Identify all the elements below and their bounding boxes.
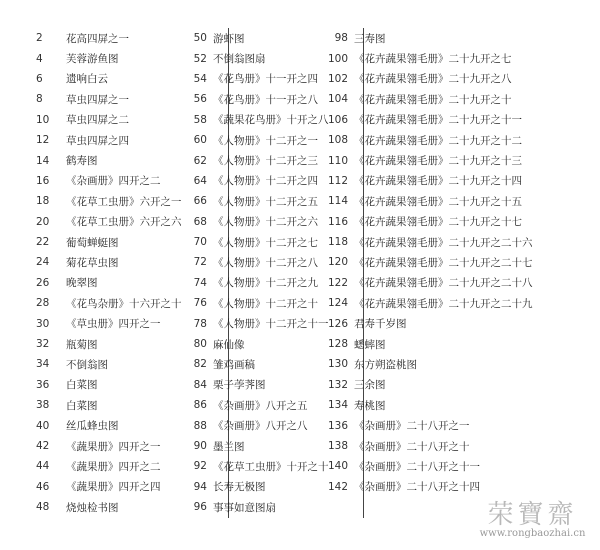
- page-number: 74: [193, 276, 207, 289]
- entry-title: 《杂画册》二十八开之十四: [354, 481, 480, 494]
- entry-title: 《人物册》十二开之五: [213, 195, 318, 208]
- page-number: 114: [327, 195, 348, 208]
- page-number: 18: [36, 195, 50, 208]
- page-number: 102: [327, 72, 348, 85]
- page-number: 126: [327, 317, 348, 330]
- page-number: 42: [36, 440, 50, 452]
- page-number: 38: [36, 399, 50, 412]
- page-number: 26: [36, 276, 50, 289]
- entry-title: 事事如意图扇: [213, 501, 276, 514]
- entry-title: 不倒翁图扇: [213, 53, 266, 66]
- index-entry: [327, 89, 589, 109]
- entry-title: 三余图: [354, 379, 386, 392]
- entry-title: 《人物册》十二开之三: [213, 155, 318, 168]
- entry-title: 草虫四屏之四: [66, 134, 129, 147]
- index-entry: [327, 477, 589, 497]
- index-entry: [327, 313, 589, 333]
- page-number: 132: [327, 378, 348, 391]
- entry-title: 《人物册》十二开之一: [213, 134, 318, 147]
- watermark-logo: [470, 500, 595, 539]
- page-number: 22: [36, 236, 50, 249]
- page-number: 76: [193, 297, 207, 310]
- entry-title: 《草虫册》四开之一: [66, 318, 161, 331]
- index-entry: [327, 334, 589, 354]
- page-number: 72: [193, 256, 207, 269]
- entry-title: 《杂画册》八开之八: [213, 420, 308, 433]
- page-number: 4: [36, 52, 43, 65]
- entry-title: 《人物册》十二开之四: [213, 175, 318, 188]
- index-entry: [327, 130, 589, 150]
- page-number: 90: [193, 440, 207, 452]
- index-entry: [327, 293, 589, 313]
- entry-title: 《蔬果册》四开之二: [66, 460, 161, 473]
- entry-title: 墨兰图: [213, 440, 245, 453]
- page-number: 108: [327, 134, 348, 147]
- entry-title: 《人物册》十二开之十一: [213, 318, 329, 331]
- index-entry: [327, 110, 589, 130]
- page-number: 70: [193, 236, 207, 249]
- entry-title: 《花卉蔬果翎毛册》二十九开之十四: [354, 175, 522, 188]
- page-number: 20: [36, 215, 50, 228]
- entry-title: 《花卉蔬果翎毛册》二十九开之十: [354, 93, 512, 106]
- index-entry: [327, 212, 589, 232]
- entry-title: 花高四屏之一: [66, 32, 129, 45]
- entry-title: 烧烛检书图: [66, 501, 119, 514]
- page-number: 96: [193, 501, 207, 514]
- page-number: 84: [193, 378, 207, 391]
- entry-title: 菊花草虫图: [66, 256, 119, 269]
- page-number: 120: [327, 256, 348, 269]
- page-number: 106: [327, 113, 348, 126]
- entry-title: 《花卉蔬果翎毛册》二十九开之十一: [354, 114, 522, 127]
- entry-title: 《杂画册》八开之五: [213, 399, 308, 412]
- entry-title: 《蔬果册》四开之四: [66, 481, 161, 494]
- entry-title: 麻仙像: [213, 338, 245, 351]
- page-number: 34: [36, 358, 50, 371]
- entry-title: 《人物册》十二开之九: [213, 277, 318, 290]
- page-number: 68: [193, 215, 207, 228]
- entry-title: 芙蓉游鱼图: [66, 53, 119, 66]
- entry-title: 《花卉蔬果翎毛册》二十九开之十五: [354, 195, 522, 208]
- entry-title: 《花草工虫册》六开之六: [66, 216, 182, 229]
- entry-title: 《杂画册》四开之二: [66, 175, 161, 188]
- entry-title: 蟋蟀图: [354, 338, 386, 351]
- page-number: 2: [36, 32, 43, 45]
- page-number: 10: [36, 113, 50, 126]
- page-number: 134: [327, 399, 348, 412]
- entry-title: 《花草工虫册》十开之十: [213, 460, 329, 473]
- entry-title: 《花卉蔬果翎毛册》二十九开之十二: [354, 134, 522, 147]
- entry-title: 《蔬果花鸟册》十开之八: [213, 114, 329, 127]
- index-entry: [327, 150, 589, 170]
- page-number: 56: [193, 93, 207, 106]
- page-number: 124: [327, 297, 348, 310]
- page-number: 112: [327, 174, 348, 187]
- index-entry: [327, 171, 589, 191]
- page-number: 140: [327, 460, 348, 473]
- page-number: 36: [36, 378, 50, 391]
- entry-title: 栗子荸荠图: [213, 379, 266, 392]
- entry-title: 《人物册》十二开之六: [213, 216, 318, 229]
- entry-title: 《花鸟册》十一开之八: [213, 93, 318, 106]
- entry-title: 东方朔盗桃图: [354, 358, 417, 371]
- page-number: 110: [327, 154, 348, 167]
- entry-title: 《人物册》十二开之十: [213, 297, 318, 310]
- page-number: 100: [327, 52, 348, 65]
- entry-title: 《花卉蔬果翎毛册》二十九开之二十六: [354, 236, 533, 249]
- page-number: 30: [36, 317, 50, 330]
- index-entry: [327, 252, 589, 272]
- page-number: 130: [327, 358, 348, 371]
- page-number: 82: [193, 358, 207, 371]
- entry-title: 白菜图: [66, 399, 98, 412]
- entry-title: 《蔬果册》四开之一: [66, 440, 161, 453]
- page-number: 50: [193, 32, 207, 45]
- entry-title: 不倒翁图: [66, 358, 108, 371]
- page-number: 48: [36, 501, 50, 514]
- entry-title: 《花卉蔬果翎毛册》二十九开之二十七: [354, 256, 533, 269]
- entry-title: 《花卉蔬果翎毛册》二十九开之十三: [354, 155, 522, 168]
- page-number: 142: [327, 480, 348, 493]
- page-number: 60: [193, 134, 207, 147]
- page-number: 16: [36, 174, 50, 187]
- index-entry: [193, 497, 356, 517]
- page-number: 98: [334, 32, 348, 45]
- entry-title: 草虫四屏之二: [66, 114, 129, 127]
- page-number: 138: [327, 440, 348, 452]
- page-number: 86: [193, 399, 207, 412]
- page-number: 24: [36, 256, 50, 269]
- page-number: 118: [327, 236, 348, 249]
- page-number: 104: [327, 93, 348, 106]
- entry-title: 君寿千岁图: [354, 318, 407, 331]
- watermark-url: www.rongbaozhai.cn: [479, 528, 586, 539]
- entry-title: 《花卉蔬果翎毛册》二十九开之二十九: [354, 297, 533, 310]
- entry-title: 《杂画册》二十八开之十: [354, 440, 470, 453]
- index-entry: [327, 354, 589, 374]
- page-number: 66: [193, 195, 207, 208]
- entry-title: 《人物册》十二开之八: [213, 256, 318, 269]
- entry-title: 游虾图: [213, 32, 245, 45]
- entry-title: 雏鸡画稿: [213, 358, 255, 371]
- index-entry: [327, 273, 589, 293]
- entry-title: 《花卉蔬果翎毛册》二十九开之七: [354, 53, 512, 66]
- index-entry: [327, 375, 589, 395]
- index-entry: [327, 48, 589, 68]
- page-number: 58: [193, 113, 207, 126]
- entry-title: 草虫四屏之一: [66, 93, 129, 106]
- page-number: 80: [193, 338, 207, 351]
- entry-title: 《杂画册》二十八开之一: [354, 420, 470, 433]
- page-number: 116: [327, 215, 348, 228]
- page-number: 136: [327, 419, 348, 432]
- page-number: 44: [36, 460, 50, 473]
- entry-title: 《花卉蔬果翎毛册》二十九开之二十八: [354, 277, 533, 290]
- index-entry: [327, 232, 589, 252]
- index-entry: [327, 191, 589, 211]
- entry-title: 鹤寿图: [66, 155, 98, 168]
- page-number: 88: [193, 419, 207, 432]
- page-number: 92: [193, 460, 207, 473]
- page-number: 62: [193, 154, 207, 167]
- entry-title: 寿桃图: [354, 399, 386, 412]
- page-number: 78: [193, 317, 207, 330]
- page-number: 54: [193, 72, 207, 85]
- entry-title: 葡萄蝉蜓图: [66, 236, 119, 249]
- index-column-3: [327, 28, 589, 518]
- entry-title: 《花鸟杂册》十六开之十: [66, 297, 182, 310]
- index-entry: [327, 395, 589, 415]
- entry-title: 晚翠图: [66, 277, 98, 290]
- entry-title: 《杂画册》二十八开之十一: [354, 460, 480, 473]
- index-entry: [327, 456, 589, 476]
- entry-title: 瓶菊图: [66, 338, 98, 351]
- index-entry: [334, 28, 589, 48]
- entry-title: 三寿图: [354, 32, 386, 45]
- page-number: 94: [193, 480, 207, 493]
- entry-title: 《花草工虫册》六开之一: [66, 195, 182, 208]
- page-number: 28: [36, 297, 50, 310]
- entry-title: 《花鸟册》十一开之四: [213, 73, 318, 86]
- page-number: 8: [36, 93, 43, 106]
- entry-title: 白菜图: [66, 379, 98, 392]
- watermark-chars: 荣寶齋: [487, 500, 578, 530]
- page-number: 40: [36, 419, 50, 432]
- entry-title: 遗响白云: [66, 73, 108, 86]
- index-entry: [327, 69, 589, 89]
- page-number: 46: [36, 480, 50, 493]
- entry-title: 《花卉蔬果翎毛册》二十九开之十七: [354, 216, 522, 229]
- index-entry: [327, 436, 589, 456]
- entry-title: 丝瓜蜂虫图: [66, 420, 119, 433]
- page-number: 6: [36, 72, 43, 85]
- entry-title: 《花卉蔬果翎毛册》二十九开之八: [354, 73, 512, 86]
- page-number: 128: [327, 338, 348, 351]
- entry-title: 长寿无极图: [213, 481, 266, 494]
- page-number: 64: [193, 174, 207, 187]
- page-number: 14: [36, 154, 50, 167]
- page-number: 52: [193, 52, 207, 65]
- page-number: 122: [327, 276, 348, 289]
- index-entry: [327, 415, 589, 435]
- entry-title: 《人物册》十二开之七: [213, 236, 318, 249]
- page-number: 12: [36, 134, 50, 147]
- page-number: 32: [36, 338, 50, 351]
